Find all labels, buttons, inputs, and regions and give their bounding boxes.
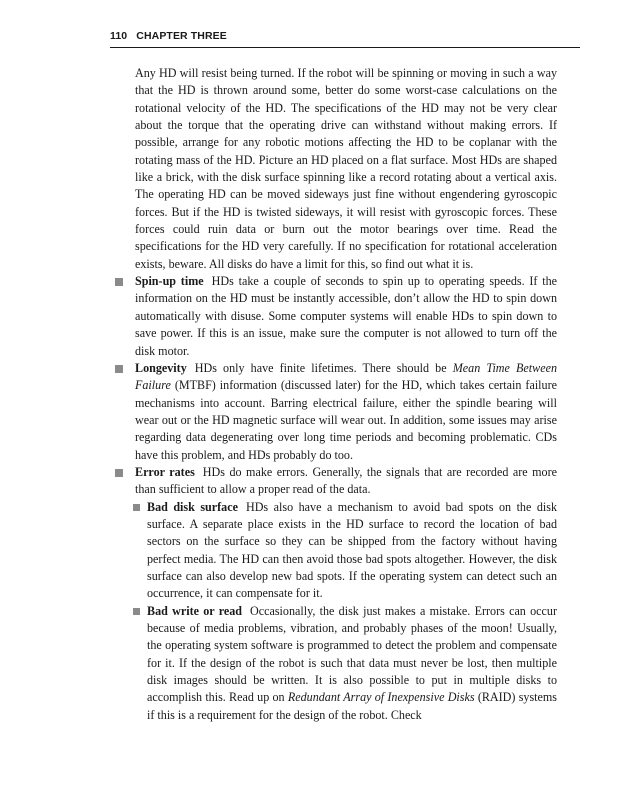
page-number: 110	[110, 30, 128, 42]
bullet-term: Longevity	[135, 360, 187, 375]
italic-term: Redundant Array of Inexpensive Disks	[287, 690, 475, 705]
square-bullet-icon	[133, 504, 140, 511]
bullet-term: Spin-up time	[135, 274, 204, 289]
square-bullet-icon	[115, 469, 123, 477]
square-bullet-icon	[133, 608, 140, 615]
bullet-text: HDs do make errors. Generally, the signals that are recorded are more than sufficient to allow a proper read of the data.	[135, 464, 557, 497]
bullet-text: HDs take a couple of seconds to spin up to operating speeds. If the information on the HD must be instantly accessible, don’t allow the HD to spin down automatically with disuse. Some computer systems will enable HDs to spin down to save power. If this is an issue, make sure the computer is not allowed to turn off the disk motor.	[135, 274, 558, 358]
intro-paragraph: Any HD will resist being turned. If the robot will be spinning or moving in such a way that the HD is thrown around some, better do some worst-case calculations on the rotational velocity of the HD. The specifications of the HD may not be very clear about the torque that the operating drive can withstand without making errors. If possible, arrange for any robotic motions affecting the HD to be coplanar with the rotating mass of the HD. Picture an HD placed on a flat surface. Most HDs are shaped like a brick, with the disk surface spinning like a record rotating about a vertical axis. The operating HD can be moved sideways just fine without engendering gyroscopic forces. But if the HD is twisted sideways, it will resist with gyroscopic forces. These forces could ruin data or burn out the motor bearings over time. Read the specifications for the HD very carefully. If no specification for rotational acceleration exists, beware. All disks do have a limit for this, so find out what it is.	[135, 66, 557, 271]
sub-bullet-item-bad-disk-surface	[147, 499, 557, 603]
sub-bullet-term: Bad write or read	[147, 603, 242, 618]
italic-term: Mean Time Between Failure	[135, 360, 557, 393]
sub-bullet-term: Bad disk surface	[147, 499, 238, 514]
bullet-item-longevity	[135, 360, 557, 464]
sub-bullet-text: Occasionally, the disk just makes a mistake. Errors can occur because of media problems, vibration, and probably phases of the moon! Usually, the operating system software is programmed to detect the problem and compensate for it. If the design of the robot is such that data must never be lost, then multiple disk images should be written. It is also possible to put in multiple disks to accomplish this. Read up on	[147, 603, 557, 705]
sub-bullet-item-bad-write-or-read	[147, 603, 557, 724]
running-header	[110, 30, 580, 48]
bullet-term: Error rates	[135, 464, 195, 479]
bullet-item-spin-up-time	[135, 273, 557, 360]
sub-bullet-text: HDs also have a mechanism to avoid bad spots on the disk surface. A separate place exists in the HD surface to record the location of bad sectors on the surface so they can be shipped from the factory without having perfect media. The HD can then avoid those bad spots altogether. However, the disk surface can also develop new bad spots. If the operating system can detect such an occurrence, it can compensate for it.	[147, 499, 557, 601]
bullet-text-cont: (MTBF) information (discussed later) for the HD, which takes certain failure mechanisms into account. Barring electrical failure, either the spindle bearing will wear out or the HD magnetic surface will wear out. In addition, some issues may arise regarding data degenerating over long time periods and becoming problematic. CDs have this problem, and HDs probably do too.	[135, 378, 557, 462]
bullet-item-error-rates	[135, 464, 557, 499]
chapter-title: CHAPTER THREE	[136, 30, 227, 42]
square-bullet-icon	[115, 365, 123, 373]
sub-bullet-text-cont: (RAID) systems if this is a requirement for the design of the robot. Check	[147, 690, 557, 722]
bullet-text: HDs only have finite lifetimes. There should be	[194, 360, 447, 375]
square-bullet-icon	[115, 278, 123, 286]
page-body	[135, 65, 557, 724]
